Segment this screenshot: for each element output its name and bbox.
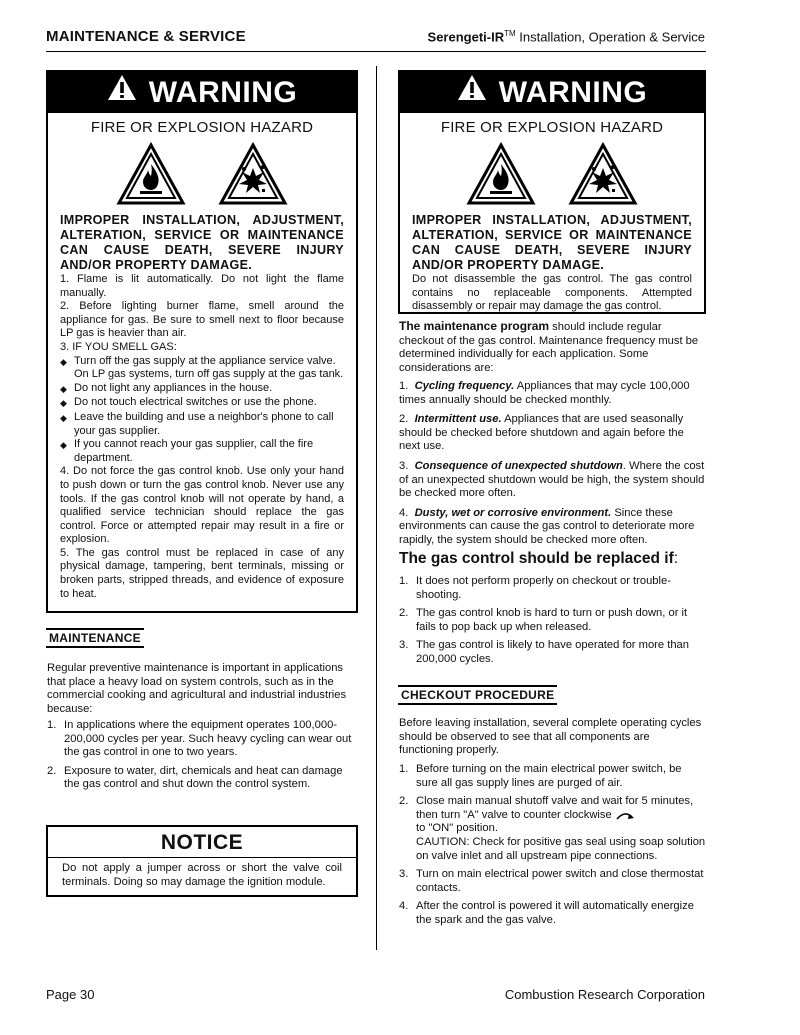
list-item xyxy=(399,868,706,895)
warning-step-3: 3. IF YOU SMELL GAS: xyxy=(60,340,177,353)
notice-box xyxy=(46,825,358,897)
replace-heading-text: The gas control should be replaced if xyxy=(399,550,674,567)
improper-warning: IMPROPER INSTALLATION, ADJUSTMENT, ALTERATION, SERVICE OR MAINTENANCE CAN CAUSE DEATH, SEVERE INJURY AND/OR PROPERTY DAMAGE. xyxy=(412,213,692,272)
replace-heading-colon: : xyxy=(673,550,679,567)
list-item xyxy=(399,380,706,407)
warning-steps-continued xyxy=(60,465,344,601)
list-text: Before turning on the main electrical power switch, be sure all gas supply lines are purged of air. xyxy=(416,763,682,789)
list-item xyxy=(399,413,706,454)
bullet-text: If you cannot reach your gas supplier, call the fire department. xyxy=(74,438,314,464)
maintenance-heading: MAINTENANCE xyxy=(46,628,144,648)
explosion-hazard-icon xyxy=(568,142,638,206)
fire-hazard-icon xyxy=(116,142,186,206)
list-text: Appliances that are used seasonally should be checked before shutdown and again before the next use. xyxy=(399,413,684,453)
explosion-hazard-icon xyxy=(218,142,288,206)
bullet-item: ◆ Do not light any appliances in the house. xyxy=(60,382,344,397)
warning-icon xyxy=(457,71,487,112)
bullet-text: Turn off the gas supply at the appliance service valve. On LP gas systems, turn off gas supply at the gas tank. xyxy=(74,354,344,381)
warning-step-1: 1. Flame is lit automatically. Do not light the flame manually. xyxy=(60,273,344,299)
checkout-list xyxy=(399,763,706,933)
list-item xyxy=(399,575,706,602)
list-term: Cycling frequency. xyxy=(414,380,515,392)
program-list xyxy=(399,380,706,554)
hazard-icons xyxy=(48,142,356,206)
bullet-item: ◆ If you cannot reach your gas supplier, call the fire department. xyxy=(60,438,344,465)
maintenance-intro: Regular preventive maintenance is important in applications that place a heavy load on system controls, such as in the commercial cooking and agricultural and industrial industries because: xyxy=(47,662,347,715)
program-lead: The maintenance program xyxy=(399,319,550,333)
fire-hazard-icon xyxy=(466,142,536,206)
warning-banner xyxy=(400,72,704,113)
list-text: Since these environments can cause the gas control to deteriorate more rapidly, the system should be checked more often. xyxy=(399,506,695,546)
bullet-item: ◆ Turn off the gas supply at the appliance service valve. On LP gas systems, turn off gas supply at the gas tank. xyxy=(60,354,344,381)
section-title: MAINTENANCE & SERVICE xyxy=(46,28,246,45)
warning-step-2: 2. Before lighting burner flame, smell around the appliance for gas. Be sure to smell next to floor because LP gas is heavier than air. xyxy=(60,300,344,340)
maintenance-list xyxy=(47,719,355,797)
list-term: Intermittent use. xyxy=(414,413,502,426)
list-text: Exposure to water, dirt, chemicals and heat can damage the gas control and shut down the control system. xyxy=(64,764,343,791)
list-number: 4. xyxy=(399,900,409,913)
program-text: should include regular checkout of the gas control. Maintenance frequency must be determined individually for each application. Some considerations are: xyxy=(399,321,699,374)
list-text: It does not perform properly on checkout or trouble-shooting. xyxy=(416,575,671,601)
list-text: The gas control is likely to have operated for more than 200,000 cycles. xyxy=(416,639,689,665)
list-number: 2. xyxy=(47,764,57,777)
hazard-icons xyxy=(400,142,704,206)
warning-steps xyxy=(60,273,344,355)
warning-banner xyxy=(48,72,356,113)
list-number: 1. xyxy=(399,763,409,775)
left-warning-box xyxy=(46,70,358,613)
document-subtitle: Installation, Operation & Service xyxy=(515,29,705,45)
company-name: Combustion Research Corporation xyxy=(504,987,705,1002)
hazard-title: FIRE OR EXPLOSION HAZARD xyxy=(440,119,664,136)
list-item xyxy=(399,763,706,790)
list-number: 2. xyxy=(399,795,409,808)
right-warning-box xyxy=(398,70,706,314)
warning-step-4: 4. Do not force the gas control knob. Use only your hand to push down or turn the gas control knob. Never use any tools. If the gas control knob will not operate by hand, a qualified service technician should replace the gas control. Force or attempted repair may result in a fire or explosion. xyxy=(60,465,344,546)
list-number: 2. xyxy=(399,413,409,426)
product-name: Serengeti-IR xyxy=(427,29,505,45)
list-item xyxy=(399,900,706,927)
bullet-item: ◆ Leave the building and use a neighbor's phone to call your gas supplier. xyxy=(60,411,344,438)
trademark: TM xyxy=(504,29,516,38)
list-number: 1. xyxy=(47,719,57,731)
header-rule xyxy=(46,51,706,52)
bullet-text: Do not light any appliances in the house. xyxy=(74,381,273,394)
warning-text: Do not disassemble the gas control. The gas control contains no replaceable components. Attempted disassembly or repair may damage the gas control. xyxy=(412,273,692,313)
improper-warning: IMPROPER INSTALLATION, ADJUSTMENT, ALTERATION, SERVICE OR MAINTENANCE CAN CAUSE DEATH, SEVERE INJURY AND/OR PROPERTY DAMAGE. xyxy=(60,213,344,272)
list-item xyxy=(399,607,706,634)
list-item xyxy=(47,765,355,792)
list-item xyxy=(399,460,706,501)
list-item xyxy=(399,795,706,863)
bullet-text: Leave the building and use a neighbor's phone to call your gas supplier. xyxy=(74,410,334,437)
notice-title: NOTICE xyxy=(48,827,356,858)
list-text: After the control is powered it will automatically energize the spark and the gas valve. xyxy=(416,900,694,926)
list-term: Consequence of unexpected shutdown xyxy=(414,459,623,472)
list-number: 3. xyxy=(399,639,409,652)
program-intro xyxy=(399,320,706,375)
page-number: Page 30 xyxy=(46,987,95,1002)
list-number: 1. xyxy=(399,575,409,587)
list-item xyxy=(47,719,355,760)
replace-heading xyxy=(399,550,678,568)
list-text: The gas control knob is hard to turn or push down, or it fails to pop back up when released. xyxy=(416,607,688,633)
warning-title: WARNING xyxy=(498,76,648,109)
bullet-item: ◆ Do not touch electrical switches or use the phone. xyxy=(60,396,344,411)
list-item xyxy=(399,507,706,548)
warning-title: WARNING xyxy=(148,76,298,109)
replace-list xyxy=(399,575,706,672)
list-text: . Where the cost of an unexpected shutdown would be high, the system should be checked more often. xyxy=(399,459,705,500)
step-2-text: Close main manual shutoff valve and wait for 5 minutes, then turn "A" valve to counter clockwise xyxy=(416,795,694,821)
list-text: Turn on main electrical power switch and close thermostat contacts. xyxy=(416,868,704,894)
list-item xyxy=(399,639,706,666)
list-text: Appliances that may cycle 100,000 times annually should be checked monthly. xyxy=(399,380,690,406)
warning-icon xyxy=(107,71,137,112)
bullet-text: Do not touch electrical switches or use the phone. xyxy=(74,396,317,409)
warning-step-5: 5. The gas control must be replaced in case of any physical damage, tampering, bent terminals, missing or broken parts, stripped threads, and evidence of exposure to heat. xyxy=(60,546,344,600)
counter-clockwise-arrow-icon xyxy=(615,810,635,820)
list-number: 2. xyxy=(399,607,409,620)
step-2-caution: CAUTION: Check for positive gas seal using soap solution on valve inlet and all upstream pipe connections. xyxy=(416,835,706,862)
list-term: Dusty, wet or corrosive environment. xyxy=(414,506,612,519)
list-text xyxy=(416,795,706,863)
column-divider xyxy=(376,66,377,950)
document-title xyxy=(428,29,705,44)
list-number: 1. xyxy=(399,380,409,392)
checkout-heading: CHECKOUT PROCEDURE xyxy=(398,685,557,705)
list-number: 3. xyxy=(399,868,409,881)
hazard-title: FIRE OR EXPLOSION HAZARD xyxy=(90,119,314,136)
step-2-position: to "ON" position. xyxy=(416,822,498,835)
list-number: 4. xyxy=(399,506,409,519)
notice-text: Do not apply a jumper across or short the valve coil terminals. Doing so may damage the ignition module. xyxy=(62,862,342,888)
list-text: In applications where the equipment operates 100,000-200,000 cycles per year. Such heavy cycling can wear out the gas control in one to two years. xyxy=(64,719,352,759)
list-number: 3. xyxy=(399,459,409,472)
checkout-intro: Before leaving installation, several complete operating cycles should be observed to see that all components are functioning properly. xyxy=(399,717,702,757)
